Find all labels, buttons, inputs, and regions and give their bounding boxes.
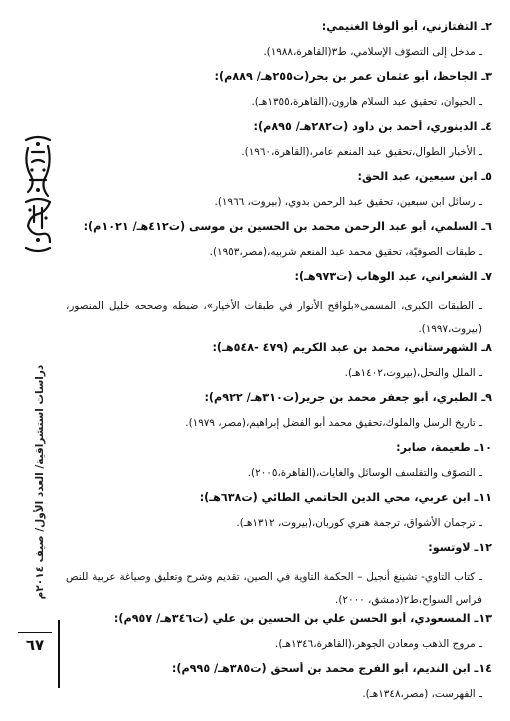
- reference-entry: [66, 270, 492, 341]
- calligraphy-logo-icon: [20, 132, 56, 256]
- reference-work: ـ مروج الذهب ومعادن الجوهر،(القاهرة،١٣٤٦هـ).: [275, 638, 482, 650]
- reference-entry: [66, 491, 492, 541]
- reference-entry: [66, 70, 492, 120]
- reference-work: ـ الملل والنحل،(بيروت،١٤٠٢هـ).: [344, 367, 482, 379]
- reference-work: ـ ترجمان الأشواق، ترجمة هنري كوربان،(بيروت، ١٣١٢هـ).: [236, 517, 482, 529]
- reference-work: ـ الطبقات الكبرى، المسمى«بلواقح الأنوار في طبقات الأخيار»، ضبطه وصححه خليل المنصور،(بيروت،١٩٩٧).: [66, 300, 482, 335]
- reference-author: ١١ـ ابن عربي، محي الدين الحاتمي الطائي (ت٦٣٨هـ):: [199, 491, 492, 504]
- reference-entry: [66, 341, 492, 391]
- journal-title-text: دراسات استشراقية/ العدد الأول/ صيف ٢٠١٤م: [34, 364, 46, 600]
- reference-work: ـ الأخبار الطوال،تحقيق عبد المنعم عامر،(القاهرة،١٩٦٠).: [241, 146, 482, 158]
- reference-author: ٧ـ الشعراني، عبد الوهاب (ت٩٧٣هـ):: [294, 270, 492, 283]
- reference-work: ـ الفهرست، (مصر،١٣٤٨هـ).: [362, 688, 482, 700]
- reference-entry: [66, 391, 492, 441]
- reference-author: ١٠ـ طعيمة، صابر:: [396, 441, 492, 454]
- reference-author: ١٤ـ ابن النديم، أبو الفرج محمد بن أسحق (ت٣٨٥هـ/ ٩٩٥م):: [171, 662, 492, 675]
- references-list: [66, 20, 492, 712]
- reference-author: ٩ـ الطبري، أبو جعفر محمد بن جرير(ت٣١٠هـ/ ٩٢٢م):: [204, 391, 492, 404]
- page-number: ٦٧: [25, 636, 45, 654]
- reference-work: ـ التصوّف والتفلسف الوسائل والغايات،(القاهرة،٢٠٠٥).: [247, 467, 482, 479]
- reference-author: ٣ـ الجاحظ، أبو عثمان عمر بن بحر(ت٢٥٥هـ/ ٨٨٩م):: [214, 70, 492, 83]
- reference-entry: [66, 541, 492, 612]
- reference-author: ٢ـ التفتازني، أبو ألوفا الغنيمي:: [321, 20, 492, 33]
- reference-work: ـ مدخل إلى التصوّف الإسلامي، ط٣(القاهرة،١٩٨٨).: [263, 46, 482, 58]
- reference-author: ١٣ـ المسعودي، أبو الحسن علي بن الحسين بن علي (ت٣٤٦هـ/ ٩٥٧م):: [113, 612, 492, 625]
- reference-author: ١٢ـ لاوتسو:: [428, 541, 492, 554]
- reference-entry: [66, 20, 492, 70]
- reference-entry: [66, 441, 492, 491]
- reference-entry: [66, 612, 492, 662]
- page-number-rule: [18, 632, 52, 633]
- reference-entry: [66, 220, 492, 270]
- reference-author: ٦ـ السلمي، أبو عبد الرحمن محمد بن الحسين بن موسى (ت٤١٢هـ/ ١٠٢١م):: [83, 220, 492, 233]
- reference-work: ـ تاريخ الرسل والملوك،تحقيق محمد أبو الفضل إبراهيم،(مصر، ١٩٧٩).: [185, 417, 482, 429]
- reference-entry: [66, 662, 492, 712]
- reference-entry: [66, 120, 492, 170]
- reference-author: ٤ـ الدينوري، أحمد بن داود (ت٢٨٢هـ/ ٨٩٥م):: [253, 120, 492, 133]
- reference-work: ـ الحيوان، تحقيق عبد السلام هارون،(القاهرة،١٣٥٥هـ).: [251, 96, 482, 108]
- reference-work: ـ رسائل ابن سبعين، تحقيق عبد الرحمن بدوي، (بيروت، ١٩٦٦).: [214, 196, 482, 208]
- reference-entry: [66, 170, 492, 220]
- sidebar-divider: [58, 620, 60, 688]
- reference-author: ٥ـ ابن سبعين، عبد الحق:: [357, 170, 492, 183]
- reference-author: ٨ـ الشهرستاني، محمد بن عبد الكريم (٤٧٩ -٥٤٨هـ):: [212, 341, 492, 354]
- reference-work: ـ طبقات الصوفيّة، تحقيق محمد عبد المنعم شربيه،(مصر،١٩٥٣).: [209, 246, 482, 258]
- reference-work: ـ كتاب التاوي- تشينغ أنجيل – الحكمة التاوية في الصين، تقديم وشرح وتعليق وصياغة عربية للنص فراس السواح،ط٢(دمشق، ٢٠٠٠).: [66, 571, 482, 606]
